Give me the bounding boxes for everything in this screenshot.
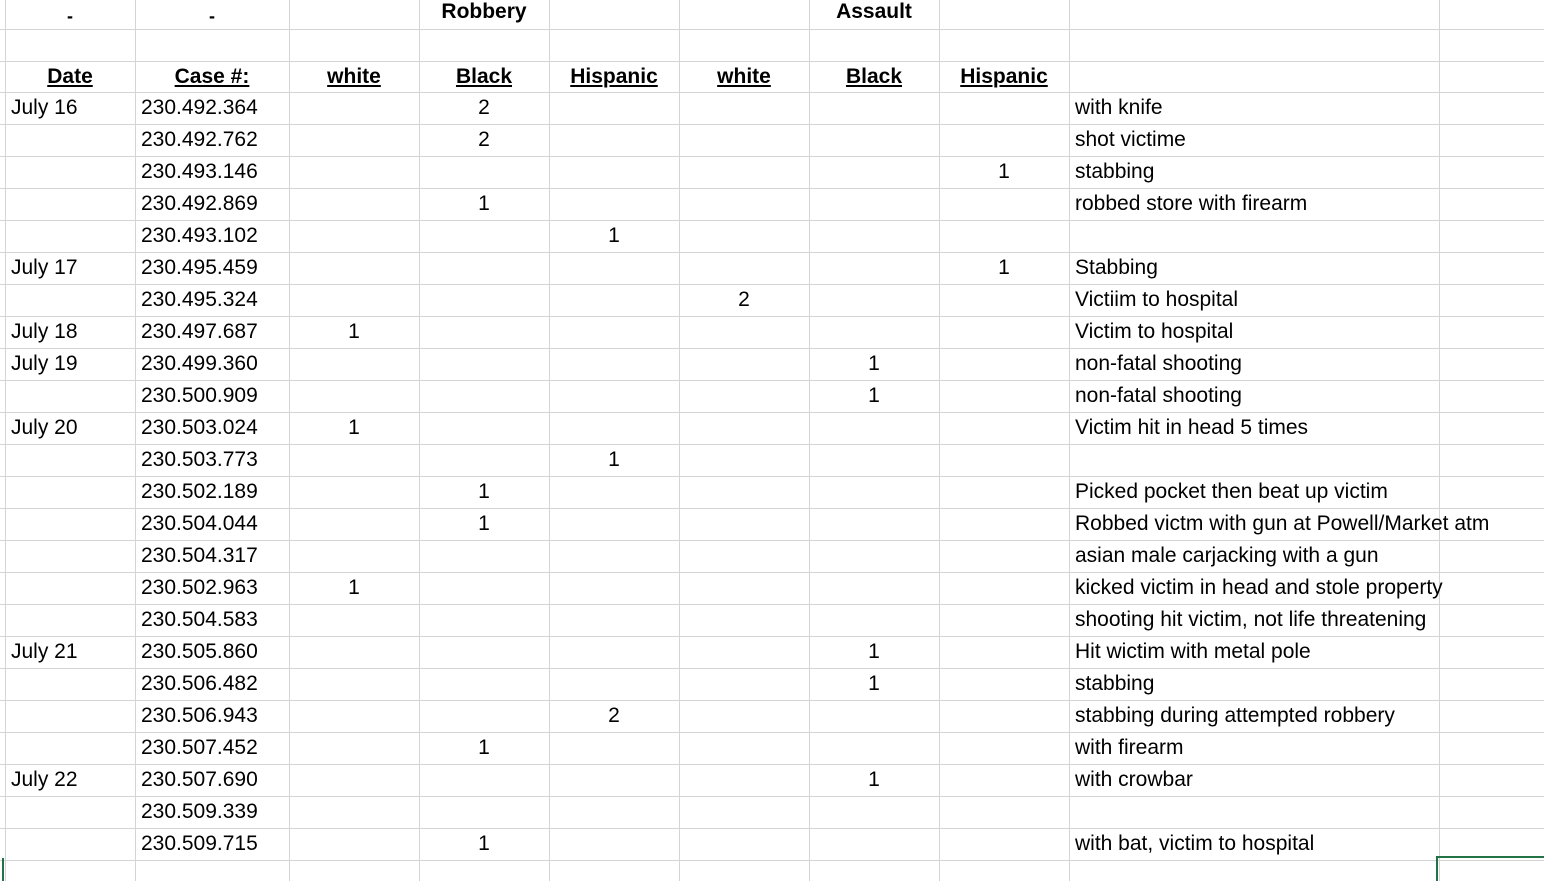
- robbery-black-cell[interactable]: [419, 380, 549, 412]
- robbery-black-cell[interactable]: [419, 220, 549, 252]
- notes-cell[interactable]: kicked victim in head and stole property: [1075, 576, 1443, 599]
- assault-hispanic-cell[interactable]: [939, 220, 1069, 252]
- assault-black-cell[interactable]: [809, 604, 939, 636]
- case-column-header[interactable]: Case #:: [174, 65, 250, 88]
- robbery-white-cell[interactable]: [289, 700, 419, 732]
- robbery-hispanic-cell[interactable]: [549, 732, 679, 764]
- assault-black-cell[interactable]: [809, 476, 939, 508]
- notes-cell[interactable]: with knife: [1075, 96, 1163, 119]
- robbery-white-cell[interactable]: 1: [348, 576, 360, 599]
- robbery-black-cell[interactable]: [419, 604, 549, 636]
- case-number-cell[interactable]: 230.493.102: [141, 224, 258, 247]
- assault-black-cell[interactable]: [809, 412, 939, 444]
- date-cell[interactable]: July 19: [11, 352, 78, 375]
- assault-white-cell[interactable]: [679, 540, 809, 572]
- notes-cell[interactable]: [1069, 796, 1439, 828]
- robbery-white-cell[interactable]: 1: [348, 320, 360, 343]
- robbery-black-cell[interactable]: [419, 764, 549, 796]
- date-cell[interactable]: [5, 668, 135, 700]
- assault-hispanic-cell[interactable]: [939, 284, 1069, 316]
- robbery-hispanic-cell[interactable]: [549, 92, 679, 124]
- case-number-cell[interactable]: 230.492.364: [141, 96, 258, 119]
- case-number-cell[interactable]: 230.509.715: [141, 832, 258, 855]
- robbery-white-cell[interactable]: [289, 92, 419, 124]
- robbery-hispanic-cell[interactable]: [549, 156, 679, 188]
- notes-cell[interactable]: with crowbar: [1075, 768, 1193, 791]
- robbery-black-cell[interactable]: 1: [478, 736, 490, 759]
- notes-cell[interactable]: with bat, victim to hospital: [1075, 832, 1315, 855]
- assault-hispanic-cell[interactable]: [939, 796, 1069, 828]
- robbery-black-cell[interactable]: 2: [478, 128, 490, 151]
- active-cell-border: [1436, 856, 1544, 858]
- date-cell[interactable]: July 22: [11, 768, 78, 791]
- assault-white-cell[interactable]: [679, 92, 809, 124]
- assault-hispanic-cell[interactable]: [939, 540, 1069, 572]
- active-cell-border-left: [1436, 856, 1438, 881]
- date-column-header[interactable]: Date: [47, 65, 93, 88]
- robbery-hispanic-cell[interactable]: 1: [608, 448, 620, 471]
- assault-black-cell[interactable]: [809, 156, 939, 188]
- robbery-hispanic-cell[interactable]: [549, 508, 679, 540]
- robbery-hispanic-cell[interactable]: [549, 284, 679, 316]
- case-number-cell[interactable]: 230.503.773: [141, 448, 258, 471]
- notes-cell[interactable]: Victim to hospital: [1075, 320, 1234, 343]
- assault-white-cell[interactable]: [679, 828, 809, 860]
- notes-cell[interactable]: stabbing: [1075, 160, 1155, 183]
- robbery-hispanic-cell[interactable]: [549, 796, 679, 828]
- robbery-white-cell[interactable]: [289, 156, 419, 188]
- notes-cell[interactable]: Victim hit in head 5 times: [1075, 416, 1309, 439]
- case-number-cell[interactable]: 230.497.687: [141, 320, 258, 343]
- row-gridline: [0, 860, 1544, 861]
- assault-hispanic-cell[interactable]: 1: [998, 256, 1010, 279]
- notes-cell[interactable]: [1069, 444, 1439, 476]
- date-cell[interactable]: July 21: [11, 640, 78, 663]
- assault-hispanic-cell[interactable]: [939, 412, 1069, 444]
- date-cell[interactable]: [5, 508, 135, 540]
- assault-hispanic-cell[interactable]: [939, 572, 1069, 604]
- assault-white-cell[interactable]: 2: [738, 288, 750, 311]
- case-number-cell[interactable]: 230.504.044: [141, 512, 258, 535]
- assault-white-header[interactable]: white: [717, 65, 771, 88]
- assault-white-cell[interactable]: [679, 252, 809, 284]
- assault-white-cell[interactable]: [679, 412, 809, 444]
- date-cell[interactable]: July 16: [11, 96, 78, 119]
- notes-cell[interactable]: Robbed victm with gun at Powell/Market atm: [1075, 512, 1490, 535]
- date-cell[interactable]: [5, 572, 135, 604]
- robbery-black-cell[interactable]: [419, 540, 549, 572]
- date-cell[interactable]: [5, 284, 135, 316]
- notes-cell[interactable]: Stabbing: [1075, 256, 1158, 279]
- assault-hispanic-cell[interactable]: [939, 188, 1069, 220]
- case-number-cell[interactable]: 230.506.943: [141, 704, 258, 727]
- assault-hispanic-cell[interactable]: [939, 732, 1069, 764]
- assault-hispanic-cell[interactable]: 1: [998, 160, 1010, 183]
- robbery-black-cell[interactable]: [419, 412, 549, 444]
- assault-black-cell[interactable]: 1: [868, 352, 880, 375]
- notes-cell[interactable]: with firearm: [1075, 736, 1184, 759]
- robbery-black-cell[interactable]: 1: [478, 480, 490, 503]
- case-number-cell[interactable]: 230.499.360: [141, 352, 258, 375]
- robbery-hispanic-cell[interactable]: [549, 572, 679, 604]
- robbery-white-cell[interactable]: [289, 124, 419, 156]
- assault-black-cell[interactable]: [809, 220, 939, 252]
- robbery-white-cell[interactable]: 1: [348, 416, 360, 439]
- assault-white-cell[interactable]: [679, 380, 809, 412]
- assault-hispanic-cell[interactable]: [939, 444, 1069, 476]
- assault-white-cell[interactable]: [679, 604, 809, 636]
- robbery-white-cell[interactable]: [289, 732, 419, 764]
- robbery-black-cell[interactable]: [419, 284, 549, 316]
- robbery-hispanic-cell[interactable]: [549, 668, 679, 700]
- row-gridline: [0, 61, 1544, 62]
- assault-black-cell[interactable]: [809, 188, 939, 220]
- assault-white-cell[interactable]: [679, 508, 809, 540]
- assault-hispanic-cell[interactable]: [939, 124, 1069, 156]
- robbery-hispanic-cell[interactable]: [549, 412, 679, 444]
- column-gridline: [1439, 0, 1440, 881]
- robbery-white-cell[interactable]: [289, 444, 419, 476]
- robbery-black-cell[interactable]: [419, 796, 549, 828]
- assault-white-cell[interactable]: [679, 732, 809, 764]
- robbery-white-cell[interactable]: [289, 348, 419, 380]
- date-cell[interactable]: [5, 444, 135, 476]
- assault-hispanic-cell[interactable]: [939, 668, 1069, 700]
- assault-white-cell[interactable]: [679, 124, 809, 156]
- robbery-white-cell[interactable]: [289, 636, 419, 668]
- assault-hispanic-cell[interactable]: [939, 700, 1069, 732]
- assault-white-cell[interactable]: [679, 156, 809, 188]
- case-number-cell[interactable]: 230.504.317: [141, 544, 258, 567]
- row-gridline: [0, 29, 1544, 30]
- date-cell[interactable]: [5, 796, 135, 828]
- date-cell[interactable]: July 17: [11, 256, 78, 279]
- assault-black-cell[interactable]: [809, 572, 939, 604]
- assault-white-cell[interactable]: [679, 668, 809, 700]
- robbery-hispanic-cell[interactable]: [549, 636, 679, 668]
- robbery-white-cell[interactable]: [289, 796, 419, 828]
- case-number-cell[interactable]: 230.503.024: [141, 416, 258, 439]
- date-cell[interactable]: [5, 540, 135, 572]
- selection-marker: [2, 858, 4, 881]
- notes-cell[interactable]: non-fatal shooting: [1075, 384, 1242, 407]
- robbery-hispanic-cell[interactable]: 1: [608, 224, 620, 247]
- robbery-hispanic-cell[interactable]: [549, 476, 679, 508]
- assault-white-cell[interactable]: [679, 316, 809, 348]
- assault-black-cell[interactable]: [809, 316, 939, 348]
- assault-hispanic-cell[interactable]: [939, 92, 1069, 124]
- assault-black-cell[interactable]: [809, 796, 939, 828]
- date-cell[interactable]: [5, 476, 135, 508]
- case-number-cell[interactable]: 230.492.869: [141, 192, 258, 215]
- robbery-white-cell[interactable]: [289, 668, 419, 700]
- robbery-white-cell[interactable]: [289, 220, 419, 252]
- case-number-cell[interactable]: 230.504.583: [141, 608, 258, 631]
- case-number-cell[interactable]: 230.502.963: [141, 576, 258, 599]
- robbery-black-cell[interactable]: [419, 156, 549, 188]
- assault-hispanic-cell[interactable]: [939, 476, 1069, 508]
- robbery-hispanic-cell[interactable]: [549, 828, 679, 860]
- date-cell[interactable]: July 18: [11, 320, 78, 343]
- robbery-white-cell[interactable]: [289, 540, 419, 572]
- assault-black-cell[interactable]: 1: [868, 384, 880, 407]
- robbery-hispanic-cell[interactable]: [549, 764, 679, 796]
- robbery-black-cell[interactable]: [419, 316, 549, 348]
- assault-black-cell[interactable]: [809, 252, 939, 284]
- robbery-black-cell[interactable]: [419, 700, 549, 732]
- date-cell[interactable]: [5, 380, 135, 412]
- case-number-cell[interactable]: 230.502.189: [141, 480, 258, 503]
- robbery-black-cell[interactable]: [419, 668, 549, 700]
- robbery-black-cell[interactable]: [419, 572, 549, 604]
- assault-black-cell[interactable]: [809, 92, 939, 124]
- case-number-cell[interactable]: 230.495.324: [141, 288, 258, 311]
- robbery-black-cell[interactable]: 1: [478, 192, 490, 215]
- robbery-black-cell[interactable]: 1: [478, 512, 490, 535]
- notes-cell[interactable]: Picked pocket then beat up victim: [1075, 480, 1388, 503]
- robbery-hispanic-cell[interactable]: [549, 540, 679, 572]
- robbery-black-cell[interactable]: [419, 444, 549, 476]
- robbery-hispanic-cell[interactable]: [549, 604, 679, 636]
- assault-hispanic-header[interactable]: Hispanic: [960, 65, 1048, 88]
- notes-cell[interactable]: shot victime: [1075, 128, 1186, 151]
- robbery-hispanic-cell[interactable]: [549, 380, 679, 412]
- robbery-white-cell[interactable]: [289, 476, 419, 508]
- case-number-cell[interactable]: 230.509.339: [141, 800, 258, 823]
- col-b-dash[interactable]: -: [209, 6, 215, 26]
- assault-black-cell[interactable]: 1: [868, 768, 880, 791]
- robbery-hispanic-cell[interactable]: [549, 348, 679, 380]
- robbery-hispanic-cell[interactable]: [549, 124, 679, 156]
- assault-white-cell[interactable]: [679, 764, 809, 796]
- case-number-cell[interactable]: 230.493.146: [141, 160, 258, 183]
- assault-white-cell[interactable]: [679, 636, 809, 668]
- assault-black-header[interactable]: Black: [845, 65, 903, 88]
- assault-black-cell[interactable]: [809, 124, 939, 156]
- robbery-hispanic-cell[interactable]: 2: [608, 704, 620, 727]
- notes-cell[interactable]: stabbing during attempted robbery: [1075, 704, 1395, 727]
- assault-white-cell[interactable]: [679, 572, 809, 604]
- assault-black-cell[interactable]: [809, 700, 939, 732]
- date-cell[interactable]: [5, 124, 135, 156]
- case-number-cell[interactable]: 230.507.690: [141, 768, 258, 791]
- robbery-black-cell[interactable]: 1: [478, 832, 490, 855]
- robbery-black-cell[interactable]: [419, 252, 549, 284]
- assault-hispanic-cell[interactable]: [939, 380, 1069, 412]
- assault-hispanic-cell[interactable]: [939, 604, 1069, 636]
- notes-cell[interactable]: shooting hit victim, not life threatening: [1075, 608, 1427, 631]
- assault-black-cell[interactable]: 1: [868, 640, 880, 663]
- assault-white-cell[interactable]: [679, 700, 809, 732]
- date-cell[interactable]: [5, 156, 135, 188]
- case-number-cell[interactable]: 230.495.459: [141, 256, 258, 279]
- case-number-cell[interactable]: 230.505.860: [141, 640, 258, 663]
- robbery-white-cell[interactable]: [289, 604, 419, 636]
- assault-group-header[interactable]: Assault: [836, 0, 912, 23]
- date-cell[interactable]: [5, 220, 135, 252]
- notes-cell[interactable]: asian male carjacking with a gun: [1075, 544, 1379, 567]
- assault-white-cell[interactable]: [679, 476, 809, 508]
- robbery-white-cell[interactable]: [289, 284, 419, 316]
- assault-black-cell[interactable]: [809, 284, 939, 316]
- robbery-hispanic-cell[interactable]: [549, 252, 679, 284]
- robbery-hispanic-header[interactable]: Hispanic: [570, 65, 658, 88]
- notes-cell[interactable]: non-fatal shooting: [1075, 352, 1242, 375]
- robbery-hispanic-cell[interactable]: [549, 316, 679, 348]
- robbery-black-cell[interactable]: [419, 636, 549, 668]
- robbery-white-cell[interactable]: [289, 764, 419, 796]
- assault-white-cell[interactable]: [679, 796, 809, 828]
- case-number-cell[interactable]: 230.492.762: [141, 128, 258, 151]
- col-a-dash[interactable]: -: [67, 6, 73, 26]
- robbery-black-header[interactable]: Black: [455, 65, 513, 88]
- assault-hispanic-cell[interactable]: [939, 828, 1069, 860]
- assault-hispanic-cell[interactable]: [939, 764, 1069, 796]
- robbery-white-cell[interactable]: [289, 252, 419, 284]
- assault-black-cell[interactable]: [809, 732, 939, 764]
- date-cell[interactable]: [5, 604, 135, 636]
- assault-hispanic-cell[interactable]: [939, 316, 1069, 348]
- assault-white-cell[interactable]: [679, 348, 809, 380]
- date-cell[interactable]: [5, 828, 135, 860]
- case-number-cell[interactable]: 230.507.452: [141, 736, 258, 759]
- assault-hispanic-cell[interactable]: [939, 636, 1069, 668]
- notes-cell[interactable]: robbed store with firearm: [1075, 192, 1308, 215]
- date-cell[interactable]: [5, 732, 135, 764]
- assault-hispanic-cell[interactable]: [939, 348, 1069, 380]
- robbery-white-header[interactable]: white: [327, 65, 381, 88]
- assault-black-cell[interactable]: [809, 828, 939, 860]
- notes-cell[interactable]: Hit wictim with metal pole: [1075, 640, 1311, 663]
- assault-black-cell[interactable]: 1: [868, 672, 880, 695]
- assault-hispanic-cell[interactable]: [939, 508, 1069, 540]
- case-number-cell[interactable]: 230.506.482: [141, 672, 258, 695]
- robbery-black-cell[interactable]: [419, 348, 549, 380]
- notes-cell[interactable]: [1069, 220, 1439, 252]
- robbery-white-cell[interactable]: [289, 380, 419, 412]
- robbery-group-header[interactable]: Robbery: [441, 0, 527, 23]
- assault-white-cell[interactable]: [679, 220, 809, 252]
- date-cell[interactable]: [5, 188, 135, 220]
- robbery-black-cell[interactable]: 2: [478, 96, 490, 119]
- robbery-white-cell[interactable]: [289, 188, 419, 220]
- date-cell[interactable]: July 20: [11, 416, 78, 439]
- assault-white-cell[interactable]: [679, 188, 809, 220]
- notes-cell[interactable]: Victiim to hospital: [1075, 288, 1239, 311]
- assault-black-cell[interactable]: [809, 444, 939, 476]
- assault-black-cell[interactable]: [809, 508, 939, 540]
- robbery-hispanic-cell[interactable]: [549, 188, 679, 220]
- assault-black-cell[interactable]: [809, 540, 939, 572]
- assault-white-cell[interactable]: [679, 444, 809, 476]
- notes-cell[interactable]: stabbing: [1075, 672, 1155, 695]
- robbery-white-cell[interactable]: [289, 828, 419, 860]
- date-cell[interactable]: [5, 700, 135, 732]
- case-number-cell[interactable]: 230.500.909: [141, 384, 258, 407]
- robbery-white-cell[interactable]: [289, 508, 419, 540]
